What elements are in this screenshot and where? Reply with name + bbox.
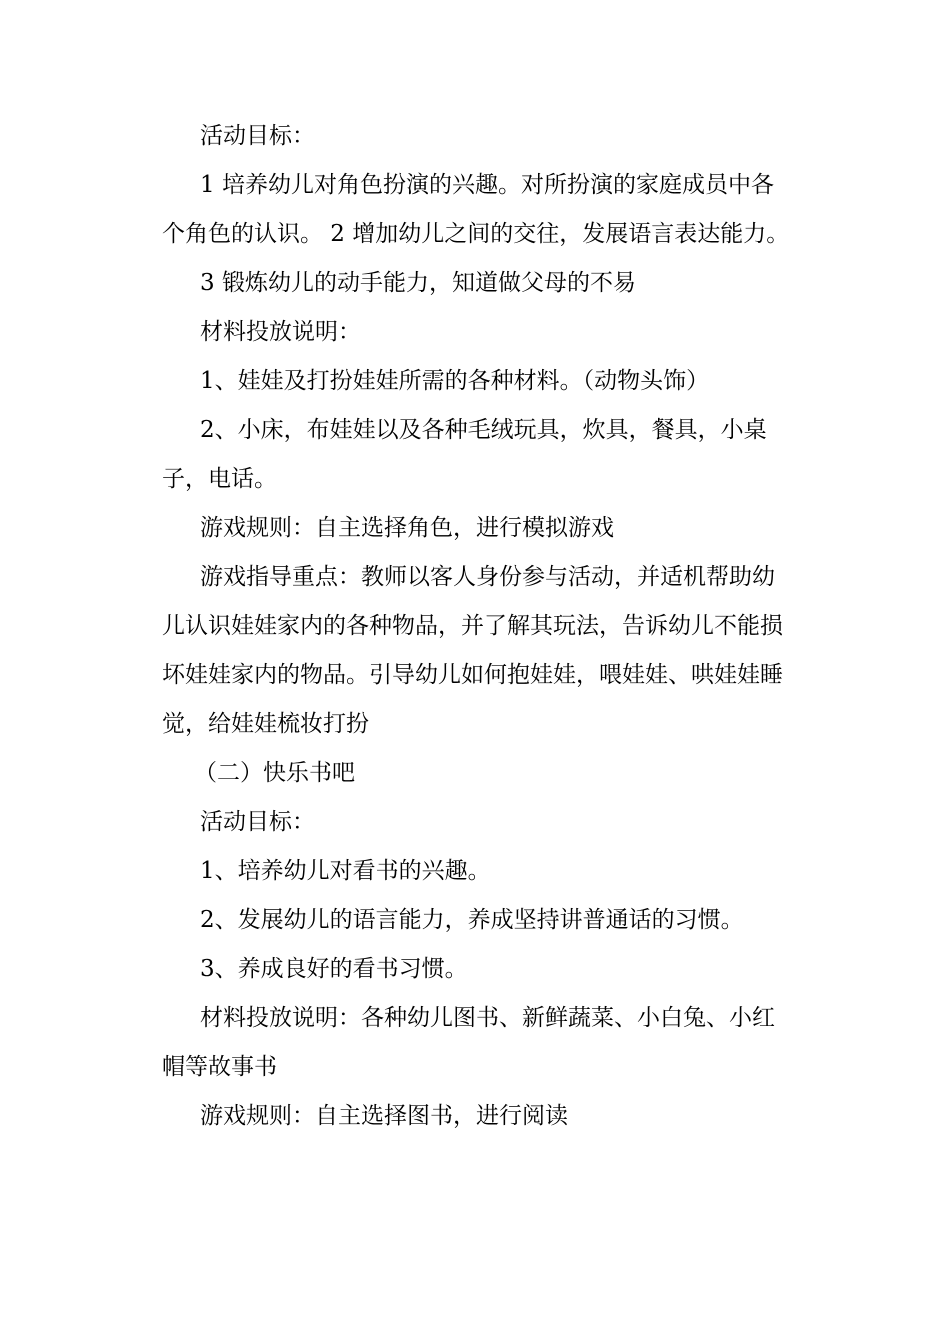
- paragraph-game-rules: 游戏规则：自主选择角色，进行模拟游戏: [200, 515, 614, 541]
- document-body: [162, 112, 792, 1141]
- paragraph-book-game-rules: 游戏规则：自主选择图书，进行阅读: [200, 1103, 568, 1129]
- paragraph-book-goal-3: 3、养成良好的看书习惯。: [200, 956, 468, 982]
- paragraph-book-goal-2: 2、发展幼儿的语言能力，养成坚持讲普通话的习惯。: [200, 907, 744, 933]
- paragraph-goal-1-2: 1 培养幼儿对角色扮演的兴趣。对所扮演的家庭成员中各个角色的认识。 2 增加幼儿之间的交往，发展语言表达能力。: [162, 172, 790, 247]
- paragraph-book-materials: 材料投放说明：各种幼儿图书、新鲜蔬菜、小白兔、小红帽等故事书: [162, 1005, 775, 1080]
- section-heading-happy-book-bar: （二）快乐书吧: [194, 760, 355, 786]
- paragraph-material-2: 2、小床，布娃娃以及各种毛绒玩具，炊具，餐具，小桌子，电话。: [162, 417, 767, 492]
- paragraph-book-goal-1: 1、培养幼儿对看书的兴趣。: [200, 858, 491, 884]
- paragraph-materials-heading: 材料投放说明：: [200, 319, 361, 345]
- paragraph-material-1: 1、娃娃及打扮娃娃所需的各种材料。（动物头饰）: [200, 368, 710, 394]
- paragraph-guidance-focus: 游戏指导重点：教师以客人身份参与活动，并适机帮助幼儿认识娃娃家内的各种物品，并了解其玩法，告诉幼儿不能损坏娃娃家内的物品。引导幼儿如何抱娃娃，喂娃娃、哄娃娃睡觉，给娃娃梳妆打扮: [162, 564, 783, 737]
- paragraph-activity-goals-heading: 活动目标：: [200, 123, 315, 149]
- paragraph-activity-goals-heading-2: 活动目标：: [200, 809, 315, 835]
- paragraph-goal-3: 3 锻炼幼儿的动手能力，知道做父母的不易: [200, 270, 636, 296]
